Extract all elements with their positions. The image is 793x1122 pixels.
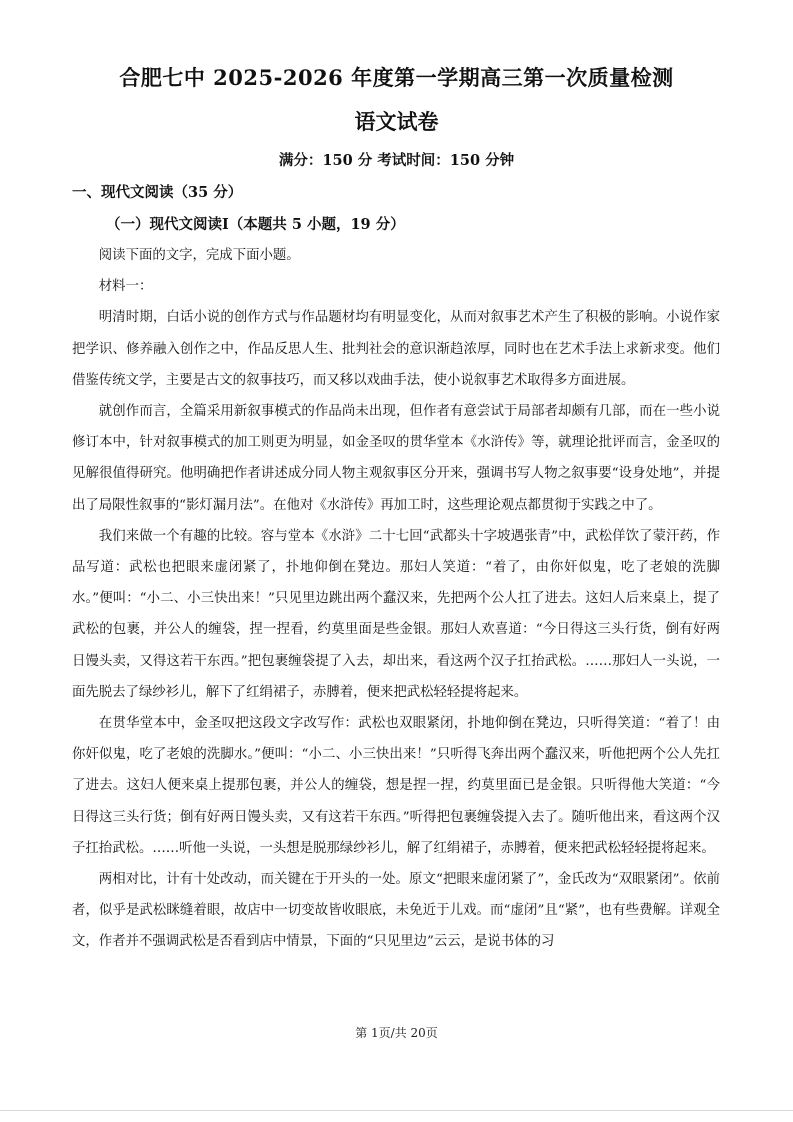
bottom-divider [0,1110,793,1111]
passage-paragraph: 两相对比，计有十处改动，而关键在于开头的一处。原文“把眼来虚闭紧了”，金氏改为“双眼紧闭”。依前者，似乎是武松眯缝着眼，故店中一切变故皆收眼底，未免近于儿戏。而“虚闭”且“紧”，也有些费解。详观全文，作者并不强调武松是否看到店中情景，下面的“只见里边”云云，是说书体的习 [72,872,720,950]
score-time-info: 满分：150 分 考试时间：150 分钟 [278,152,515,169]
exam-subject: 语文试卷 [354,109,439,134]
instruction-paragraph: 阅读下面的文字，完成下面小题。 [98,248,300,263]
exam-title: 合肥七中 2025-2026 年度第一学期高三第一次质量检测 [119,65,674,90]
passage-paragraph: 就创作而言，全篇采用新叙事模式的作品尚未出现，但作者有意尝试于局部者却颇有几部，而在一些小说修订本中，针对叙事模式的加工则更为明显，如金圣叹的贯华堂本《水浒传》等，就理论批评而言，金圣叹的见解很值得研究。他明确把作者讲述成分同人物主观叙事区分开来，强调书写人物之叙事要“设身处地”，并提出了局限性叙事的“影灯漏月法”。在他对《水浒传》再加工时，这些理论观点都贯彻于实践之中了。 [72,404,720,513]
passage-paragraph: 明清时期，白话小说的创作方式与作品题材均有明显变化，从而对叙事艺术产生了积极的影响。小说作家把学识、修养融入创作之中，作品反思人生、批判社会的意识渐趋浓厚，同时也在艺术手法上求新求变。他们借鉴传统文学，主要是古文的叙事技巧，而又移以戏曲手法，使小说叙事艺术取得多方面进展。 [72,310,720,388]
passage-paragraph: 在贯华堂本中，金圣叹把这段文字改写作：武松也双眼紧闭，扑地仰倒在凳边，只听得笑道：“着了！由你奸似鬼，吃了老娘的洗脚水。”便叫：“小二、小三快出来！”只听得飞奔出两个蠢汉来，听他把两个公人先扛了进去。这妇人便来桌上提那包裹，并公人的缠袋，想是捏一捏，约莫里面已是金银。只听得他大笑道：“今日得这三头行货；倒有好两日馒头卖，又有这若干东西。”听得把包裹缠袋提入去了。随听他出来，看这两个汉子扛抬武松。……听他一头说，一头想是脱那绿纱衫儿，解了红绢裙子，赤膊着，便来把武松轻轻提将起来。 [72,716,720,856]
section-heading: 一、现代文阅读（35 分） [72,184,243,201]
subsection-heading: （一）现代文阅读Ⅰ（本题共 5 小题，19 分） [106,216,405,233]
passage-paragraph: 我们来做一个有趣的比较。容与堂本《水浒》二十七回“武都头十字坡遇张青”中，武松佯饮了蒙汗药，作品写道：武松也把眼来虚闭紧了，扑地仰倒在凳边。那妇人笑道：“着了，由你奸似鬼，吃了老娘的洗脚水。”便叫：“小二、小三快出来！”只见里边跳出两个蠢汉来，先把两个公人扛了进去。这妇人后来桌上，提了武松的包裹，并公人的缠袋，捏一捏看，约莫里面是些金银。那妇人欢喜道：“今日得这三头行货，倒有好两日馒头卖，又得这若干东西。”把包裹缠袋提了入去，却出来，看这两个汉子扛抬武松。……那妇人一头说，一面先脱去了绿纱衫儿，解下了红绢裙子，赤膊着，便来把武松轻轻提将起来。 [72,528,720,700]
material-label: 材料一： [98,279,153,295]
reading-passage [72,240,720,958]
page-number: 第 1页/共 20页 [355,1026,438,1040]
